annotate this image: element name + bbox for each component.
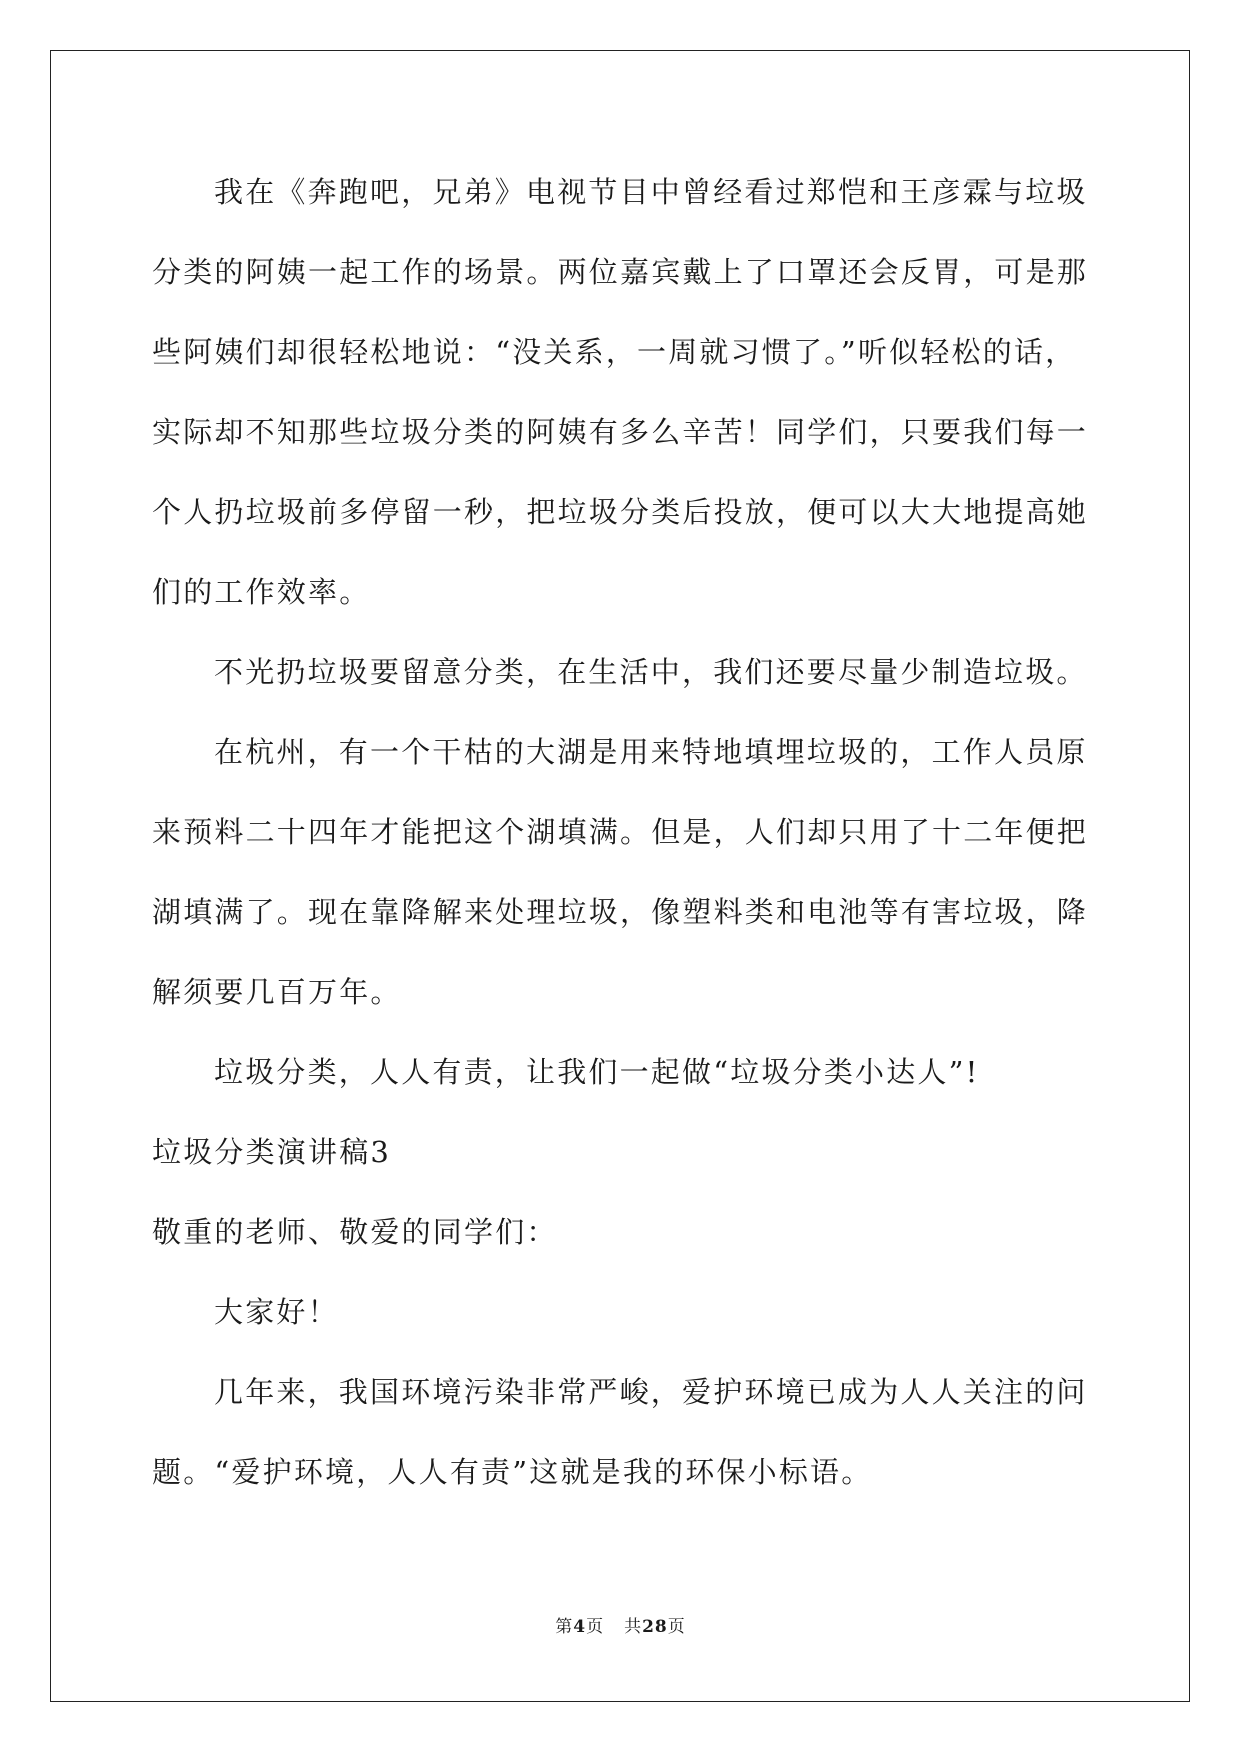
total-page-count: 28 xyxy=(642,1617,668,1637)
footer-page-label: 页 xyxy=(586,1617,605,1637)
paragraph-line: 分类的阿姨一起工作的场景。两位嘉宾戴上了口罩还会反胃，可是那 xyxy=(152,255,1089,289)
paragraph-line: 实际却不知那些垃圾分类的阿姨有多么辛苦！同学们，只要我们每一 xyxy=(152,415,1089,449)
page-number-footer xyxy=(0,1616,1241,1638)
paragraph-line: 垃圾分类，人人有责，让我们一起做“垃圾分类小达人”! xyxy=(214,1055,980,1089)
paragraph-line: 们的工作效率。 xyxy=(152,575,371,609)
greeting: 大家好！ xyxy=(214,1295,339,1329)
footer-suffix: 页 xyxy=(667,1617,686,1637)
paragraph-line: 我在《奔跑吧，兄弟》电视节目中曾经看过郑恺和王彦霖与垃圾 xyxy=(214,175,1088,209)
salutation: 敬重的老师、敬爱的同学们： xyxy=(152,1215,558,1249)
current-page-number: 4 xyxy=(573,1617,587,1637)
paragraph-line: 个人扔垃圾前多停留一秒，把垃圾分类后投放，便可以大大地提高她 xyxy=(152,495,1089,529)
paragraph-line: 些阿姨们却很轻松地说：“没关系，一周就习惯了。”听似轻松的话， xyxy=(152,335,1077,369)
paragraph-line: 题。“爱护环境，人人有责”这就是我的环保小标语。 xyxy=(152,1455,873,1489)
paragraph-line: 在杭州，有一个干枯的大湖是用来特地填埋垃圾的，工作人员原 xyxy=(214,735,1088,769)
paragraph-line: 解须要几百万年。 xyxy=(152,975,402,1009)
paragraph-line: 不光扔垃圾要留意分类，在生活中，我们还要尽量少制造垃圾。 xyxy=(214,655,1088,689)
paragraph-line: 几年来，我国环境污染非常严峻，爱护环境已成为人人关注的问 xyxy=(214,1375,1088,1409)
paragraph-line: 湖填满了。现在靠降解来处理垃圾，像塑料类和电池等有害垃圾，降 xyxy=(152,895,1089,929)
section-heading: 垃圾分类演讲稿3 xyxy=(152,1135,392,1169)
footer-prefix: 第 xyxy=(555,1617,574,1637)
footer-total-prefix: 共 xyxy=(624,1617,643,1637)
paragraph-line: 来预料二十四年才能把这个湖填满。但是，人们却只用了十二年便把 xyxy=(152,815,1089,849)
